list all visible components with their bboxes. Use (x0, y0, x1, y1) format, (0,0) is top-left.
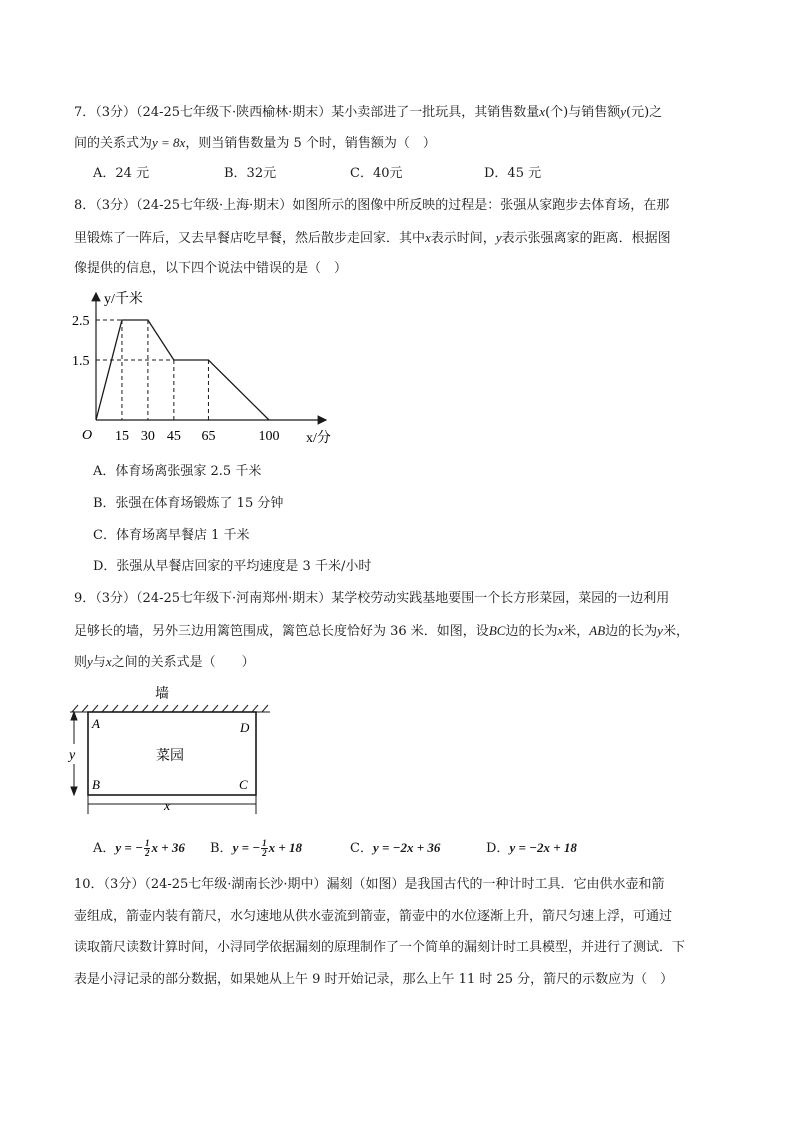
q7-text: ，则当销售数量为 5 个时，销售额为（ ） (185, 136, 436, 151)
x-tick-label: 45 (166, 429, 181, 444)
q9-option-b-lhs: y = − (232, 840, 261, 855)
q9-option-d-expr: y = −2x + 18 (509, 840, 577, 855)
q8-stem-line-2 (74, 229, 671, 248)
origin-label: O (82, 428, 93, 443)
fraction-denominator: 2 (144, 848, 150, 858)
y-axis-label: y/千米 (104, 292, 143, 307)
q8-option-d: D．张强从早餐店回家的平均速度是 3 千米/小时 (93, 559, 372, 574)
q7-option-c: C．40元 (350, 166, 403, 181)
q7-option-a: A．24 元 (93, 166, 150, 181)
q9-option-a-lhs: y = − (115, 840, 143, 855)
q7-var-x: x (539, 104, 546, 119)
q8-text: 里锻炼了一阵后，又去早餐店吃早餐，然后散步走回家．其中 (74, 231, 426, 246)
fraction (144, 839, 151, 858)
y-dimension-label: y (69, 748, 76, 763)
q9-option-d-prefix: D． (486, 841, 510, 856)
q9-option-c-expr: y = −2x + 36 (372, 840, 441, 855)
q8-stem-line-3: 像提供的信息，以下四个说法中错误的是（ ） (74, 261, 348, 276)
vertex-a: A (92, 716, 100, 731)
fraction-numerator: 1 (144, 838, 150, 848)
q9-option-a-rhs: x + 36 (151, 840, 185, 855)
q10-stem-line-1: 10．（3分）（24-25七年级·湖南长沙·期中）漏刻（如图）是我国古代的一种计时工具．它由供水壶和箭 (74, 877, 665, 892)
q9-text: 边的长为 (605, 624, 658, 639)
wall-hatching (70, 705, 270, 712)
x-tick-label: 65 (201, 429, 216, 444)
x-axis-label: x/分 (306, 431, 331, 446)
q10-stem-line-2: 壶组成，箭壶内装有箭尺，水匀速地从供水壶流到箭壶，箭壶中的水位逐渐上升，箭尺匀速上浮，可通过 (74, 909, 673, 924)
q7-stem-line-2 (74, 134, 436, 153)
q7-text: (元)之 (626, 105, 663, 120)
q7-option-d: D．45 元 (484, 166, 542, 181)
q9-seg-bc: BC (488, 623, 506, 638)
q9-option-a (93, 839, 185, 858)
q9-text: 则 (74, 655, 88, 670)
q9-stem-line-1: 9．（3分）（24-25七年级下·河南郑州·期末）某学校劳动实践基地要围一个长方形菜园，菜园的一边利用 (74, 591, 670, 606)
y-tick-label: 2.5 (72, 314, 90, 329)
q8-option-b: B．张强在体育场锻炼了 15 分钟 (93, 496, 284, 511)
q8-option-a: A．体育场离张强家 2.5 千米 (93, 464, 262, 479)
q9-option-c-prefix: C． (350, 841, 373, 856)
q9-var-x: x (105, 654, 112, 669)
q9-seg-ab: AB (589, 623, 606, 638)
q9-text: 与 (92, 655, 106, 670)
q8-var-x: x (425, 230, 431, 245)
q7-stem-line-1 (74, 103, 662, 122)
q7-var-y: y (620, 104, 627, 119)
q7-formula: y = 8x (152, 135, 186, 150)
q9-text: 边的长为 (505, 624, 558, 639)
q7-option-b: B．32元 (224, 166, 277, 181)
x-dimension (88, 795, 256, 814)
q9-option-b (210, 839, 302, 858)
vertex-b: B (92, 777, 100, 792)
y-tick-label: 1.5 (72, 354, 90, 369)
x-dimension-label: x (164, 799, 171, 814)
q9-option-b-prefix: B． (210, 841, 233, 856)
wall-label: 墙 (155, 686, 169, 702)
x-tick-label: 30 (140, 429, 155, 444)
x-tick-label: 15 (114, 429, 129, 444)
q8-stem-line-1: 8．（3分）（24-25七年级·上海·期末）如图所示的图像中所反映的过程是：张强从家跑步去体育场，在那 (74, 198, 670, 213)
q9-option-a-prefix: A． (93, 841, 116, 856)
q8-var-y: y (495, 230, 502, 245)
fraction-denominator: 2 (262, 848, 267, 858)
q9-text: 足够长的墙，另外三边用篱笆围成，篱笆总长度恰好为 36 米．如图，设 (74, 624, 489, 639)
q9-option-c (350, 839, 440, 858)
q9-text: 之间的关系式是（ ） (111, 655, 255, 670)
q8-text: 表示时间， (430, 231, 496, 246)
q9-option-d (486, 839, 577, 858)
distance-time-chart (72, 287, 336, 447)
q9-text: 米， (563, 624, 590, 639)
q7-text: 间的关系式为 (74, 136, 153, 151)
garden-figure (64, 682, 294, 832)
vertex-c: C (239, 777, 248, 792)
vertex-d: D (240, 720, 250, 735)
fraction-numerator: 1 (262, 838, 267, 848)
q8-option-c: C．体育场离早餐店 1 千米 (93, 528, 250, 543)
fraction (261, 839, 268, 858)
q10-stem-line-3: 读取箭尺读数计算时间，小浔同学依据漏刻的原理制作了一个简单的漏刻计时工具模型，并进行了测试．下 (74, 940, 686, 955)
q9-var-y: y (657, 623, 663, 638)
q9-var-y: y (87, 654, 93, 669)
garden-label: 菜园 (156, 748, 184, 764)
x-tick-label: 100 (258, 429, 280, 444)
q10-stem-line-4: 表是小浔记录的部分数据，如果她从上午 9 时开始记录，那么上午 11 时 25 分，箭尺的示数应为（ ） (74, 972, 674, 987)
q7-text: 7．（3分）（24-25七年级下·陕西榆林·期末）某小卖部进了一批玩具，其销售数量 (74, 105, 540, 120)
q9-option-b-rhs: x + 18 (268, 840, 303, 855)
q9-var-x: x (557, 623, 564, 638)
q9-text: 米， (662, 624, 689, 639)
q8-text: 表示张强离家的距离．根据图 (501, 231, 671, 246)
q9-stem-line-3 (74, 653, 255, 672)
q7-text: (个)与销售额 (545, 105, 621, 120)
q9-stem-line-2 (74, 622, 689, 641)
